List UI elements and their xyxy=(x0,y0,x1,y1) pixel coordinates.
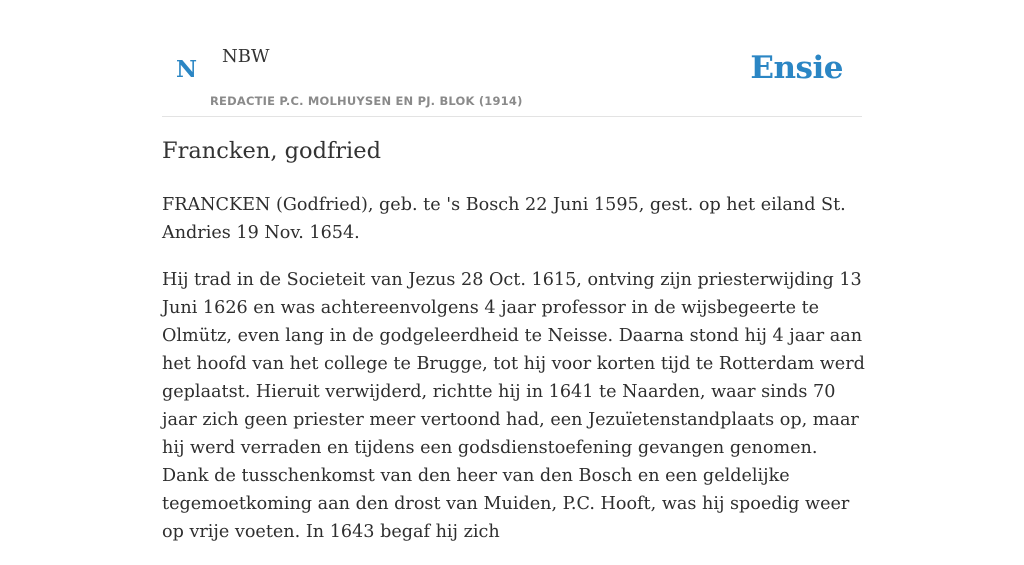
source-subtitle: REDACTIE P.C. MOLHUYSEN EN PJ. BLOK (1914) xyxy=(210,94,523,108)
article-body xyxy=(162,191,868,565)
article-paragraph: Hij trad in de Societeit van Jezus 28 Oct. 1615, ontving zijn priesterwijding 13 Juni 1626 en was achtereenvolgens 4 jaar professor in de wijsbegeerte te Olmütz, even lang in de godgeleerdheid te Neisse. Daarna stond hij 4 jaar aan het hoofd van het college te Brugge, tot hij voor korten tijd te Rotterdam werd geplaatst. Hieruit verwijderd, richtte hij in 1641 te Naarden, waar sinds 70 jaar zich geen priester meer vertoond had, een Jezuïetenstandplaats op, maar hij werd verraden en tijdens een godsdienstoefening gevangen genomen. Dank de tusschenkomst van den heer van den Bosch en een geldelijke tegemoetkoming aan den drost van Muiden, P.C. Hooft, was hij spoedig weer op vrije voeten. In 1643 begaf hij zich xyxy=(162,270,865,542)
source-header xyxy=(162,0,862,117)
ensie-logo[interactable]: Ensie xyxy=(750,50,843,86)
article-title: Francken, godfried xyxy=(162,138,381,164)
page xyxy=(162,0,865,542)
article-paragraph: FRANCKEN (Godfried), geb. te 's Bosch 22 Juni 1595, gest. op het eiland St. Andries 19 Nov. 1654. xyxy=(162,195,846,243)
source-badge[interactable]: N xyxy=(176,56,198,83)
source-title[interactable]: NBW xyxy=(222,46,270,67)
